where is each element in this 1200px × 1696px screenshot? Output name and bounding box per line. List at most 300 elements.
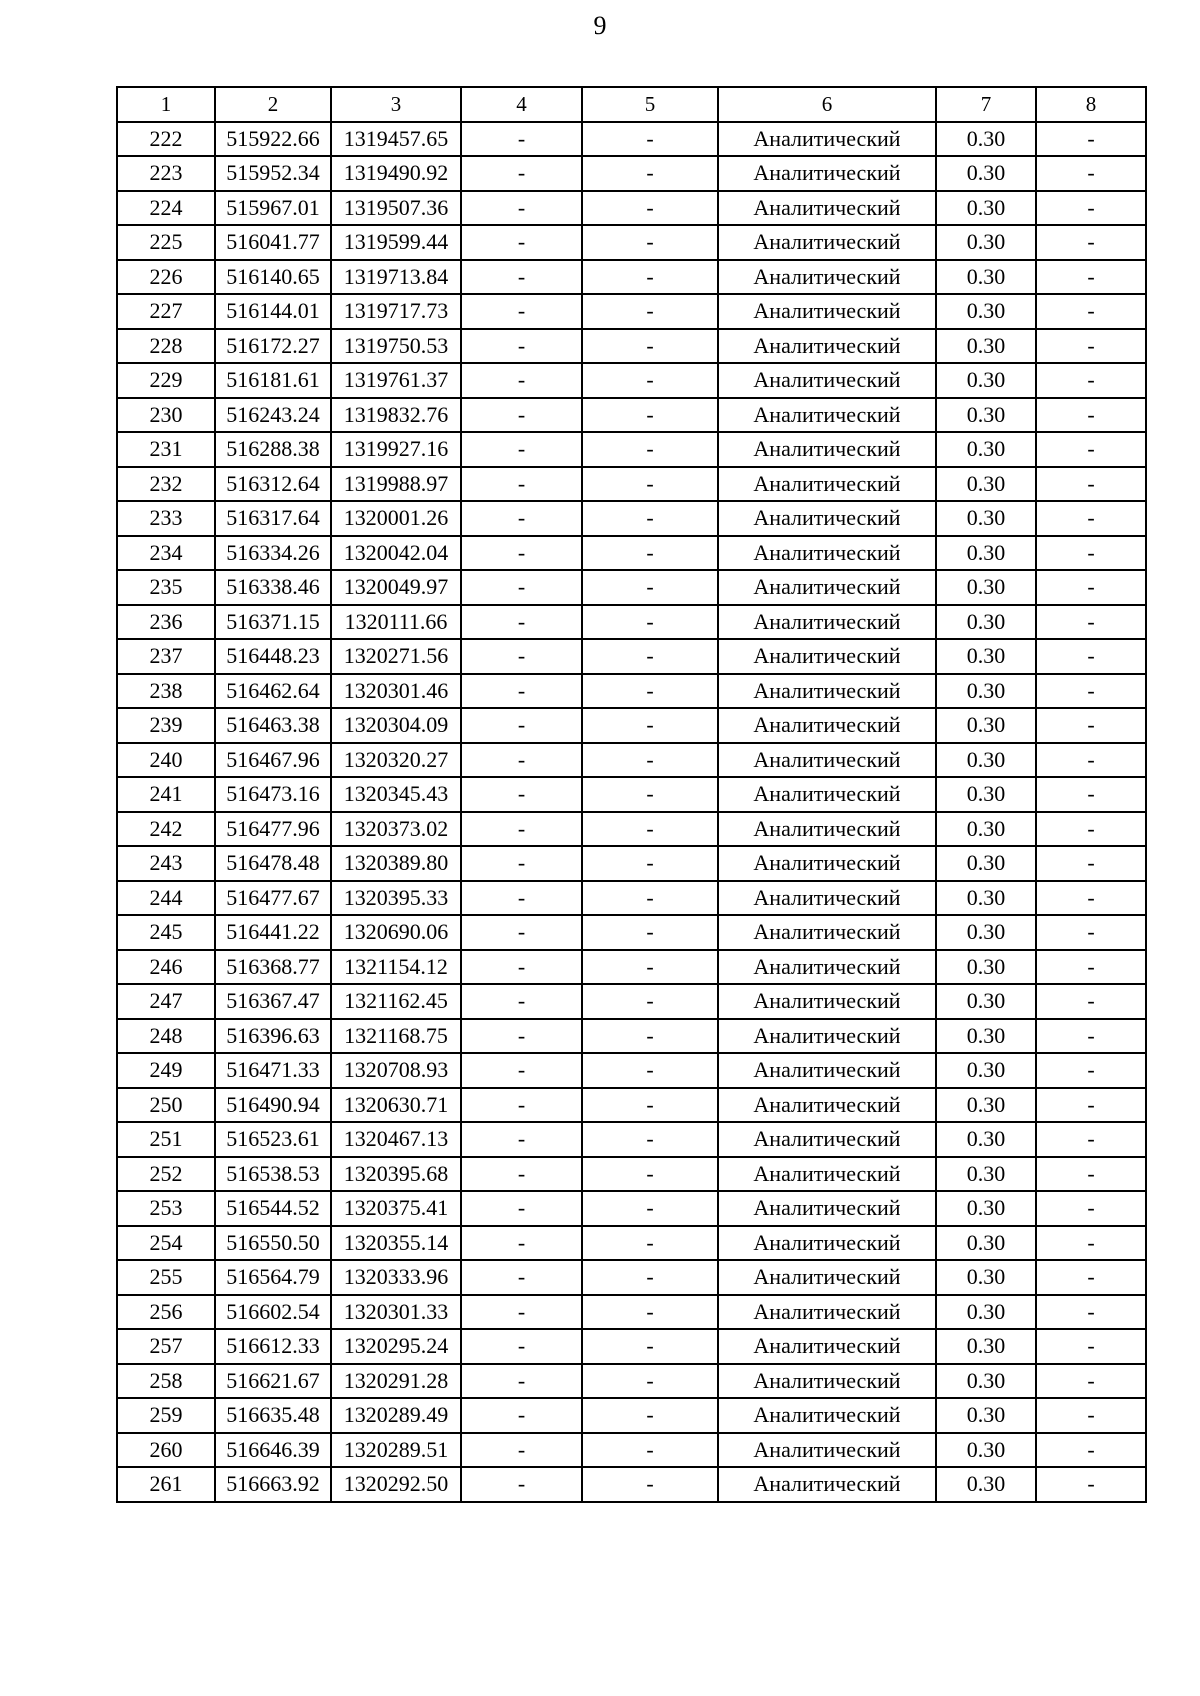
table-row xyxy=(117,1157,1146,1192)
table-cell: - xyxy=(1036,156,1146,191)
table-cell: - xyxy=(1036,1364,1146,1399)
table-cell: Аналитический xyxy=(718,605,936,640)
table-cell: Аналитический xyxy=(718,1191,936,1226)
table-cell: 1320111.66 xyxy=(331,605,461,640)
table-cell: Аналитический xyxy=(718,1053,936,1088)
table-cell: - xyxy=(582,363,718,398)
table-cell: - xyxy=(1036,432,1146,467)
table-cell: - xyxy=(1036,467,1146,502)
table-cell: Аналитический xyxy=(718,1157,936,1192)
table-cell: - xyxy=(461,846,582,881)
table-cell: 1320301.46 xyxy=(331,674,461,709)
header-row xyxy=(117,87,1146,122)
table-cell: 1320373.02 xyxy=(331,812,461,847)
table-cell: - xyxy=(582,1157,718,1192)
table-cell: - xyxy=(582,1191,718,1226)
table-cell: 516317.64 xyxy=(215,501,331,536)
table-cell: Аналитический xyxy=(718,536,936,571)
table-cell: 515967.01 xyxy=(215,191,331,226)
table-cell: 0.30 xyxy=(936,1226,1036,1261)
table-cell: 516602.54 xyxy=(215,1295,331,1330)
table-cell: - xyxy=(582,1260,718,1295)
table-cell: - xyxy=(582,743,718,778)
table-cell: 249 xyxy=(117,1053,215,1088)
table-row xyxy=(117,501,1146,536)
table-cell: 0.30 xyxy=(936,1329,1036,1364)
table-cell: - xyxy=(1036,191,1146,226)
table-cell: 0.30 xyxy=(936,363,1036,398)
table-cell: Аналитический xyxy=(718,329,936,364)
table-row xyxy=(117,777,1146,812)
table-cell: - xyxy=(461,639,582,674)
table-row xyxy=(117,846,1146,881)
table-cell: - xyxy=(1036,950,1146,985)
table-cell: 257 xyxy=(117,1329,215,1364)
table-cell: 1320690.06 xyxy=(331,915,461,950)
table-cell: - xyxy=(1036,1398,1146,1433)
table-cell: - xyxy=(1036,1295,1146,1330)
table-cell: - xyxy=(1036,812,1146,847)
table-cell: 1319761.37 xyxy=(331,363,461,398)
table-cell: 1320291.28 xyxy=(331,1364,461,1399)
table-cell: 516140.65 xyxy=(215,260,331,295)
table-cell: 0.30 xyxy=(936,846,1036,881)
table-cell: - xyxy=(461,1019,582,1054)
table-cell: 0.30 xyxy=(936,467,1036,502)
table-row xyxy=(117,950,1146,985)
table-cell: 243 xyxy=(117,846,215,881)
table-cell: 1319457.65 xyxy=(331,122,461,157)
table-cell: - xyxy=(582,536,718,571)
table-cell: 245 xyxy=(117,915,215,950)
table-cell: - xyxy=(461,1364,582,1399)
table-cell: 0.30 xyxy=(936,915,1036,950)
table-cell: 516368.77 xyxy=(215,950,331,985)
table-row xyxy=(117,1053,1146,1088)
table-cell: 0.30 xyxy=(936,1053,1036,1088)
table-row xyxy=(117,570,1146,605)
table-row xyxy=(117,812,1146,847)
table-cell: - xyxy=(1036,1157,1146,1192)
table-cell: 252 xyxy=(117,1157,215,1192)
table-cell: 516621.67 xyxy=(215,1364,331,1399)
table-cell: - xyxy=(461,1467,582,1502)
table-cell: 0.30 xyxy=(936,570,1036,605)
table-cell: 516144.01 xyxy=(215,294,331,329)
table-cell: Аналитический xyxy=(718,777,936,812)
table-cell: - xyxy=(461,156,582,191)
table-cell: 1320289.49 xyxy=(331,1398,461,1433)
table-cell: 0.30 xyxy=(936,708,1036,743)
table-cell: 241 xyxy=(117,777,215,812)
table-cell: - xyxy=(461,122,582,157)
table-cell: - xyxy=(582,812,718,847)
table-cell: - xyxy=(582,398,718,433)
table-cell: 516564.79 xyxy=(215,1260,331,1295)
table-cell: - xyxy=(582,260,718,295)
table-cell: 0.30 xyxy=(936,812,1036,847)
column-header: 6 xyxy=(718,87,936,122)
column-header: 1 xyxy=(117,87,215,122)
table-cell: - xyxy=(461,1122,582,1157)
table-cell: 516538.53 xyxy=(215,1157,331,1192)
table-cell: 1319988.97 xyxy=(331,467,461,502)
table-cell: 0.30 xyxy=(936,777,1036,812)
table-cell: - xyxy=(461,329,582,364)
table-cell: 1320395.68 xyxy=(331,1157,461,1192)
table-cell: - xyxy=(582,1122,718,1157)
table-cell: - xyxy=(582,432,718,467)
table-cell: Аналитический xyxy=(718,432,936,467)
table-cell: - xyxy=(1036,536,1146,571)
table-cell: - xyxy=(582,225,718,260)
table-row xyxy=(117,363,1146,398)
table-cell: - xyxy=(461,191,582,226)
table-cell: 0.30 xyxy=(936,1433,1036,1468)
table-cell: - xyxy=(461,777,582,812)
table-row xyxy=(117,432,1146,467)
table-row xyxy=(117,1398,1146,1433)
table-cell: - xyxy=(1036,570,1146,605)
table-cell: 1320295.24 xyxy=(331,1329,461,1364)
table-cell: - xyxy=(461,1191,582,1226)
table-cell: - xyxy=(461,1053,582,1088)
table-cell: - xyxy=(582,1398,718,1433)
table-cell: - xyxy=(582,1019,718,1054)
table-cell: 1320320.27 xyxy=(331,743,461,778)
table-cell: Аналитический xyxy=(718,398,936,433)
table-cell: 1320301.33 xyxy=(331,1295,461,1330)
table-cell: 0.30 xyxy=(936,294,1036,329)
table-cell: - xyxy=(461,1226,582,1261)
table-cell: 1320292.50 xyxy=(331,1467,461,1502)
table-cell: Аналитический xyxy=(718,122,936,157)
table-row xyxy=(117,467,1146,502)
table-cell: Аналитический xyxy=(718,260,936,295)
table-cell: 0.30 xyxy=(936,122,1036,157)
table-cell: - xyxy=(1036,1191,1146,1226)
table-cell: 1320345.43 xyxy=(331,777,461,812)
table-cell: - xyxy=(582,501,718,536)
table-row xyxy=(117,915,1146,950)
table-cell: - xyxy=(1036,122,1146,157)
table-cell: 516490.94 xyxy=(215,1088,331,1123)
table-row xyxy=(117,605,1146,640)
table-cell: 236 xyxy=(117,605,215,640)
table-cell: 254 xyxy=(117,1226,215,1261)
table-cell: 516544.52 xyxy=(215,1191,331,1226)
table-cell: 515952.34 xyxy=(215,156,331,191)
table-cell: - xyxy=(461,1157,582,1192)
table-cell: - xyxy=(1036,846,1146,881)
table-cell: - xyxy=(582,294,718,329)
table-cell: 244 xyxy=(117,881,215,916)
table-cell: - xyxy=(582,467,718,502)
table-cell: 0.30 xyxy=(936,1088,1036,1123)
table-row xyxy=(117,1433,1146,1468)
table-cell: 1320375.41 xyxy=(331,1191,461,1226)
table-cell: - xyxy=(1036,1433,1146,1468)
table-row xyxy=(117,1122,1146,1157)
table-cell: 232 xyxy=(117,467,215,502)
table-cell: 516477.67 xyxy=(215,881,331,916)
coordinates-table xyxy=(116,86,1147,1503)
table-cell: 0.30 xyxy=(936,1398,1036,1433)
table-cell: - xyxy=(582,777,718,812)
table-cell: 0.30 xyxy=(936,1364,1036,1399)
table-cell: 234 xyxy=(117,536,215,571)
table-header xyxy=(117,87,1146,122)
table-cell: - xyxy=(461,605,582,640)
table-cell: 516635.48 xyxy=(215,1398,331,1433)
table-cell: 516288.38 xyxy=(215,432,331,467)
table-cell: - xyxy=(582,329,718,364)
table-cell: Аналитический xyxy=(718,191,936,226)
table-cell: - xyxy=(582,1053,718,1088)
table-cell: - xyxy=(582,639,718,674)
table-cell: 251 xyxy=(117,1122,215,1157)
table-row xyxy=(117,191,1146,226)
table-cell: - xyxy=(1036,1329,1146,1364)
table-cell: 516467.96 xyxy=(215,743,331,778)
table-cell: 247 xyxy=(117,984,215,1019)
table-cell: 1319717.73 xyxy=(331,294,461,329)
table-cell: 238 xyxy=(117,674,215,709)
table-cell: 253 xyxy=(117,1191,215,1226)
table-cell: - xyxy=(1036,363,1146,398)
table-row xyxy=(117,1260,1146,1295)
table-cell: Аналитический xyxy=(718,881,936,916)
table-cell: - xyxy=(461,950,582,985)
table-cell: Аналитический xyxy=(718,846,936,881)
table-cell: 1320042.04 xyxy=(331,536,461,571)
table-cell: 0.30 xyxy=(936,1122,1036,1157)
column-header: 3 xyxy=(331,87,461,122)
table-cell: - xyxy=(582,1329,718,1364)
table-cell: 1319750.53 xyxy=(331,329,461,364)
table-cell: Аналитический xyxy=(718,363,936,398)
table-cell: - xyxy=(1036,1226,1146,1261)
table-cell: 255 xyxy=(117,1260,215,1295)
table-cell: - xyxy=(1036,398,1146,433)
table-row xyxy=(117,881,1146,916)
table-cell: 516663.92 xyxy=(215,1467,331,1502)
table-cell: 0.30 xyxy=(936,1295,1036,1330)
table-cell: 516243.24 xyxy=(215,398,331,433)
table-cell: - xyxy=(582,984,718,1019)
table-cell: - xyxy=(1036,1088,1146,1123)
table-cell: - xyxy=(582,881,718,916)
table-cell: 1320333.96 xyxy=(331,1260,461,1295)
table-cell: - xyxy=(582,1295,718,1330)
column-header: 8 xyxy=(1036,87,1146,122)
table-cell: Аналитический xyxy=(718,1088,936,1123)
table-cell: - xyxy=(1036,225,1146,260)
page-number: 9 xyxy=(593,11,607,40)
table-cell: 231 xyxy=(117,432,215,467)
column-header: 2 xyxy=(215,87,331,122)
table-cell: - xyxy=(461,708,582,743)
table-cell: 242 xyxy=(117,812,215,847)
table-cell: - xyxy=(461,1260,582,1295)
column-header: 4 xyxy=(461,87,582,122)
table-cell: - xyxy=(582,1467,718,1502)
table-cell: - xyxy=(461,674,582,709)
table-cell: 1320630.71 xyxy=(331,1088,461,1123)
table-cell: Аналитический xyxy=(718,570,936,605)
table-cell: Аналитический xyxy=(718,639,936,674)
table-cell: 224 xyxy=(117,191,215,226)
table-cell: Аналитический xyxy=(718,1433,936,1468)
table-cell: 1320395.33 xyxy=(331,881,461,916)
table-cell: 233 xyxy=(117,501,215,536)
table-cell: 0.30 xyxy=(936,156,1036,191)
table-cell: - xyxy=(461,984,582,1019)
table-body xyxy=(117,122,1146,1502)
table-row xyxy=(117,225,1146,260)
table-cell: - xyxy=(1036,674,1146,709)
table-row xyxy=(117,122,1146,157)
table-cell: 0.30 xyxy=(936,260,1036,295)
table-row xyxy=(117,1226,1146,1261)
table-cell: 0.30 xyxy=(936,984,1036,1019)
table-cell: - xyxy=(461,1088,582,1123)
table-cell: - xyxy=(582,1433,718,1468)
table-cell: 516477.96 xyxy=(215,812,331,847)
table-cell: 0.30 xyxy=(936,950,1036,985)
table-cell: - xyxy=(582,191,718,226)
table-row xyxy=(117,639,1146,674)
table-cell: - xyxy=(1036,1053,1146,1088)
table-cell: 237 xyxy=(117,639,215,674)
table-row xyxy=(117,329,1146,364)
table-cell: Аналитический xyxy=(718,1019,936,1054)
table-cell: - xyxy=(582,915,718,950)
table-cell: 223 xyxy=(117,156,215,191)
table-cell: 0.30 xyxy=(936,743,1036,778)
table-cell: 0.30 xyxy=(936,1019,1036,1054)
table-cell: 235 xyxy=(117,570,215,605)
table-cell: - xyxy=(582,708,718,743)
table-cell: 0.30 xyxy=(936,191,1036,226)
table-cell: - xyxy=(1036,260,1146,295)
table-row xyxy=(117,156,1146,191)
table-cell: 516478.48 xyxy=(215,846,331,881)
table-cell: - xyxy=(1036,639,1146,674)
table-cell: 0.30 xyxy=(936,1467,1036,1502)
table-cell: 0.30 xyxy=(936,605,1036,640)
table-cell: - xyxy=(461,1329,582,1364)
table-cell: - xyxy=(582,122,718,157)
table-cell: 0.30 xyxy=(936,674,1036,709)
table-cell: - xyxy=(1036,501,1146,536)
table-cell: Аналитический xyxy=(718,708,936,743)
table-cell: 226 xyxy=(117,260,215,295)
table-cell: Аналитический xyxy=(718,225,936,260)
table-cell: 240 xyxy=(117,743,215,778)
table-cell: 0.30 xyxy=(936,1260,1036,1295)
table-cell: 516612.33 xyxy=(215,1329,331,1364)
table-cell: 516334.26 xyxy=(215,536,331,571)
table-row xyxy=(117,294,1146,329)
table-cell: 1320304.09 xyxy=(331,708,461,743)
table-row xyxy=(117,1467,1146,1502)
table-cell: 516371.15 xyxy=(215,605,331,640)
table-cell: - xyxy=(461,432,582,467)
table-cell: 250 xyxy=(117,1088,215,1123)
table-cell: - xyxy=(582,570,718,605)
table-cell: 516646.39 xyxy=(215,1433,331,1468)
table-cell: 1321168.75 xyxy=(331,1019,461,1054)
table-cell: 222 xyxy=(117,122,215,157)
table-cell: 259 xyxy=(117,1398,215,1433)
table-cell: 0.30 xyxy=(936,225,1036,260)
table-cell: - xyxy=(461,225,582,260)
table-cell: Аналитический xyxy=(718,1398,936,1433)
table-cell: - xyxy=(582,1226,718,1261)
table-cell: 1320467.13 xyxy=(331,1122,461,1157)
table-cell: Аналитический xyxy=(718,156,936,191)
table-cell: - xyxy=(582,674,718,709)
table-cell: - xyxy=(1036,777,1146,812)
table-cell: - xyxy=(461,363,582,398)
table-cell: 230 xyxy=(117,398,215,433)
table-cell: Аналитический xyxy=(718,1260,936,1295)
table-cell: 0.30 xyxy=(936,536,1036,571)
table-cell: 516312.64 xyxy=(215,467,331,502)
table-cell: - xyxy=(461,536,582,571)
table-cell: 0.30 xyxy=(936,398,1036,433)
table-row xyxy=(117,1191,1146,1226)
table-cell: Аналитический xyxy=(718,467,936,502)
table-cell: 1319713.84 xyxy=(331,260,461,295)
table-cell: 1320389.80 xyxy=(331,846,461,881)
table-cell: 0.30 xyxy=(936,1191,1036,1226)
table-cell: Аналитический xyxy=(718,1295,936,1330)
table-cell: - xyxy=(1036,743,1146,778)
table-cell: - xyxy=(1036,1467,1146,1502)
table-cell: 248 xyxy=(117,1019,215,1054)
table-cell: 0.30 xyxy=(936,639,1036,674)
table-cell: - xyxy=(461,1295,582,1330)
table-cell: 1320271.56 xyxy=(331,639,461,674)
table-cell: Аналитический xyxy=(718,1122,936,1157)
table-cell: 229 xyxy=(117,363,215,398)
column-header: 7 xyxy=(936,87,1036,122)
table-cell: - xyxy=(461,1433,582,1468)
table-cell: 1320049.97 xyxy=(331,570,461,605)
table-cell: 516471.33 xyxy=(215,1053,331,1088)
table-cell: - xyxy=(1036,708,1146,743)
table-cell: Аналитический xyxy=(718,915,936,950)
table-cell: 0.30 xyxy=(936,501,1036,536)
table-cell: 516338.46 xyxy=(215,570,331,605)
table-cell: 516462.64 xyxy=(215,674,331,709)
table-row xyxy=(117,674,1146,709)
table-cell: - xyxy=(461,1398,582,1433)
table-cell: - xyxy=(1036,881,1146,916)
table-row xyxy=(117,536,1146,571)
table-cell: 0.30 xyxy=(936,329,1036,364)
table-cell: 1320001.26 xyxy=(331,501,461,536)
table-cell: 1319832.76 xyxy=(331,398,461,433)
table-row xyxy=(117,260,1146,295)
table-cell: - xyxy=(582,1364,718,1399)
table-cell: 239 xyxy=(117,708,215,743)
table-cell: - xyxy=(582,846,718,881)
table-cell: 1319599.44 xyxy=(331,225,461,260)
table-cell: - xyxy=(1036,605,1146,640)
